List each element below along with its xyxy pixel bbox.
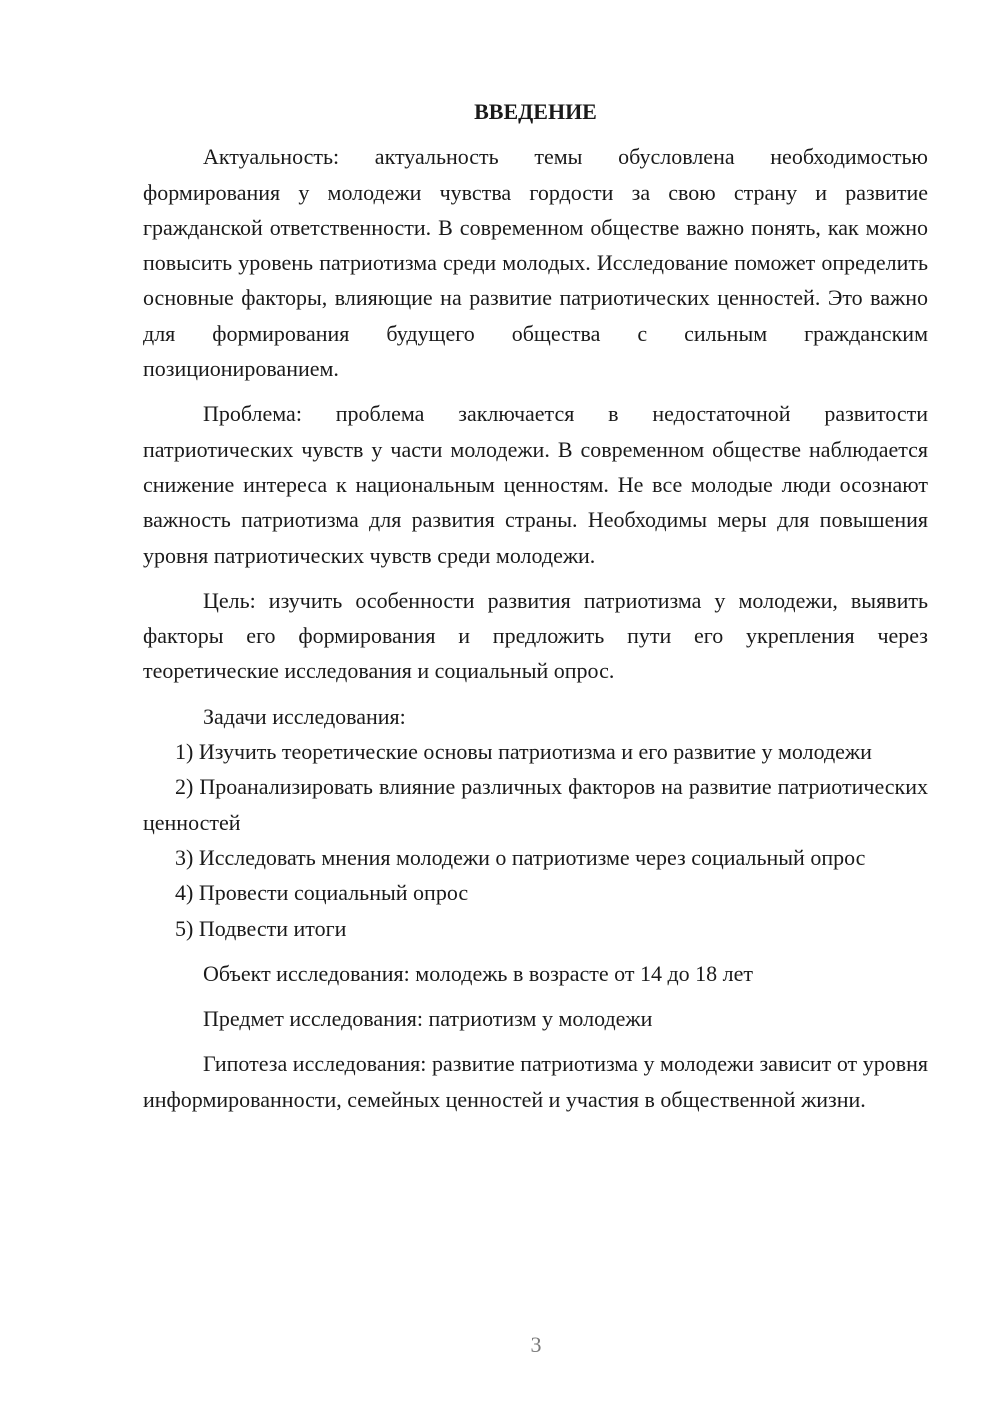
section-title: ВВЕДЕНИЕ xyxy=(474,99,597,124)
relevance-paragraph: Актуальность: актуальность темы обусловлена необходимостью формирования у молодежи чувства гордости за свою страну и развитие гражданской ответственности. В современном обществе важно понять, как можно повысить уровень патриотизма среди молодых. Исследование поможет определить основные факторы, влияющие на развитие патриотических ценностей. Это важно для формирования будущего общества с сильным гражданским позиционированием. xyxy=(143,144,928,382)
task-item-5: 5) Подвести итоги xyxy=(175,915,347,941)
body-text xyxy=(143,94,928,1117)
problem-paragraph: Проблема: проблема заключается в недостаточной развитости патриотических чувств у части молодежи. В современном обществе наблюдается снижение интереса к национальным ценностям. Не все молодые люди осознают важность патриотизма для развития страны. Необходимы меры для повышения уровня патриотических чувств среди молодежи. xyxy=(143,401,928,568)
task-item-3: 3) Исследовать мнения молодежи о патриотизме через социальный опрос xyxy=(175,844,866,870)
tasks-heading: Задачи исследования: xyxy=(203,703,406,729)
task-item-4: 4) Провести социальный опрос xyxy=(175,880,469,906)
task-item-2: 2) Проанализировать влияние различных факторов на развитие патриотических ценностей xyxy=(143,774,928,835)
object-paragraph: Объект исследования: молодежь в возрасте от 14 до 18 лет xyxy=(203,960,754,986)
hypothesis-paragraph: Гипотеза исследования: развитие патриотизма у молодежи зависит от уровня информированности, семейных ценностей и участия в общественной жизни. xyxy=(143,1051,928,1112)
goal-paragraph: Цель: изучить особенности развития патриотизма у молодежи, выявить факторы его формирования и предложить пути его укрепления через теоретические исследования и социальный опрос. xyxy=(143,587,928,684)
page-number: 3 xyxy=(530,1332,542,1357)
subject-paragraph: Предмет исследования: патриотизм у молодежи xyxy=(203,1006,653,1032)
task-item-1: 1) Изучить теоретические основы патриотизма и его развитие у молодежи xyxy=(175,739,872,765)
